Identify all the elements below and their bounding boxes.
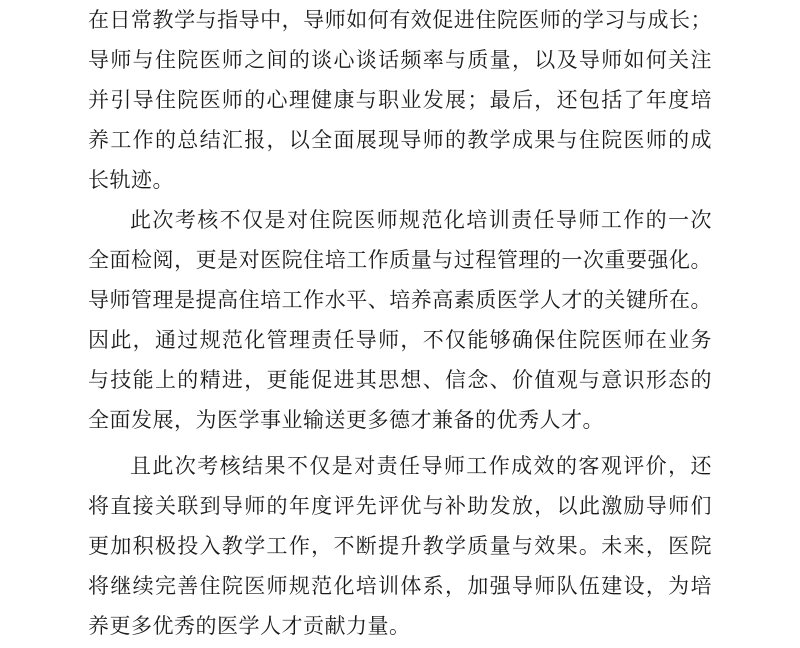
paragraph-3-line-5: 养更多优秀的医学人才贡献力量。 xyxy=(88,614,411,638)
paragraph-2-line-4: 因此，通过规范化管理责任导师，不仅能够确保住院医师在业务 xyxy=(88,328,712,352)
paragraph-1-line-2: 导师与住院医师之间的谈心谈话频率与质量，以及导师如何关注 xyxy=(88,48,712,72)
paragraph-1-line-4: 养工作的总结汇报，以全面展现导师的教学成果与住院医师的成 xyxy=(88,128,712,152)
paragraph-2-line-6: 全面发展，为医学事业输送更多德才兼备的优秀人才。 xyxy=(88,408,604,432)
paragraph-3-line-3: 更加积极投入教学工作，不断提升教学质量与效果。未来，医院 xyxy=(88,534,712,558)
paragraph-1-line-1: 在日常教学与指导中，导师如何有效促进住院医师的学习与成长； xyxy=(88,8,712,32)
paragraph-1-line-3: 并引导住院医师的心理健康与职业发展；最后，还包括了年度培 xyxy=(88,88,712,112)
paragraph-2-line-5: 与技能上的精进，更能促进其思想、信念、价值观与意识形态的 xyxy=(88,368,712,392)
paragraph-3-line-4: 将继续完善住院医师规范化培训体系，加强导师队伍建设，为培 xyxy=(88,574,712,598)
paragraph-2-line-3: 导师管理是提高住培工作水平、培养高素质医学人才的关键所在。 xyxy=(88,288,712,312)
paragraph-2-line-1: 此次考核不仅是对住院医师规范化培训责任导师工作的一次 xyxy=(130,208,712,232)
paragraph-3-line-2: 将直接关联到导师的年度评先评优与补助发放，以此激励导师们 xyxy=(88,494,712,518)
paragraph-2-line-2: 全面检阅，更是对医院住培工作质量与过程管理的一次重要强化。 xyxy=(88,248,712,272)
paragraph-3-line-1: 且此次考核结果不仅是对责任导师工作成效的客观评价，还 xyxy=(130,454,712,478)
paragraph-1-line-5: 长轨迹。 xyxy=(88,168,174,192)
